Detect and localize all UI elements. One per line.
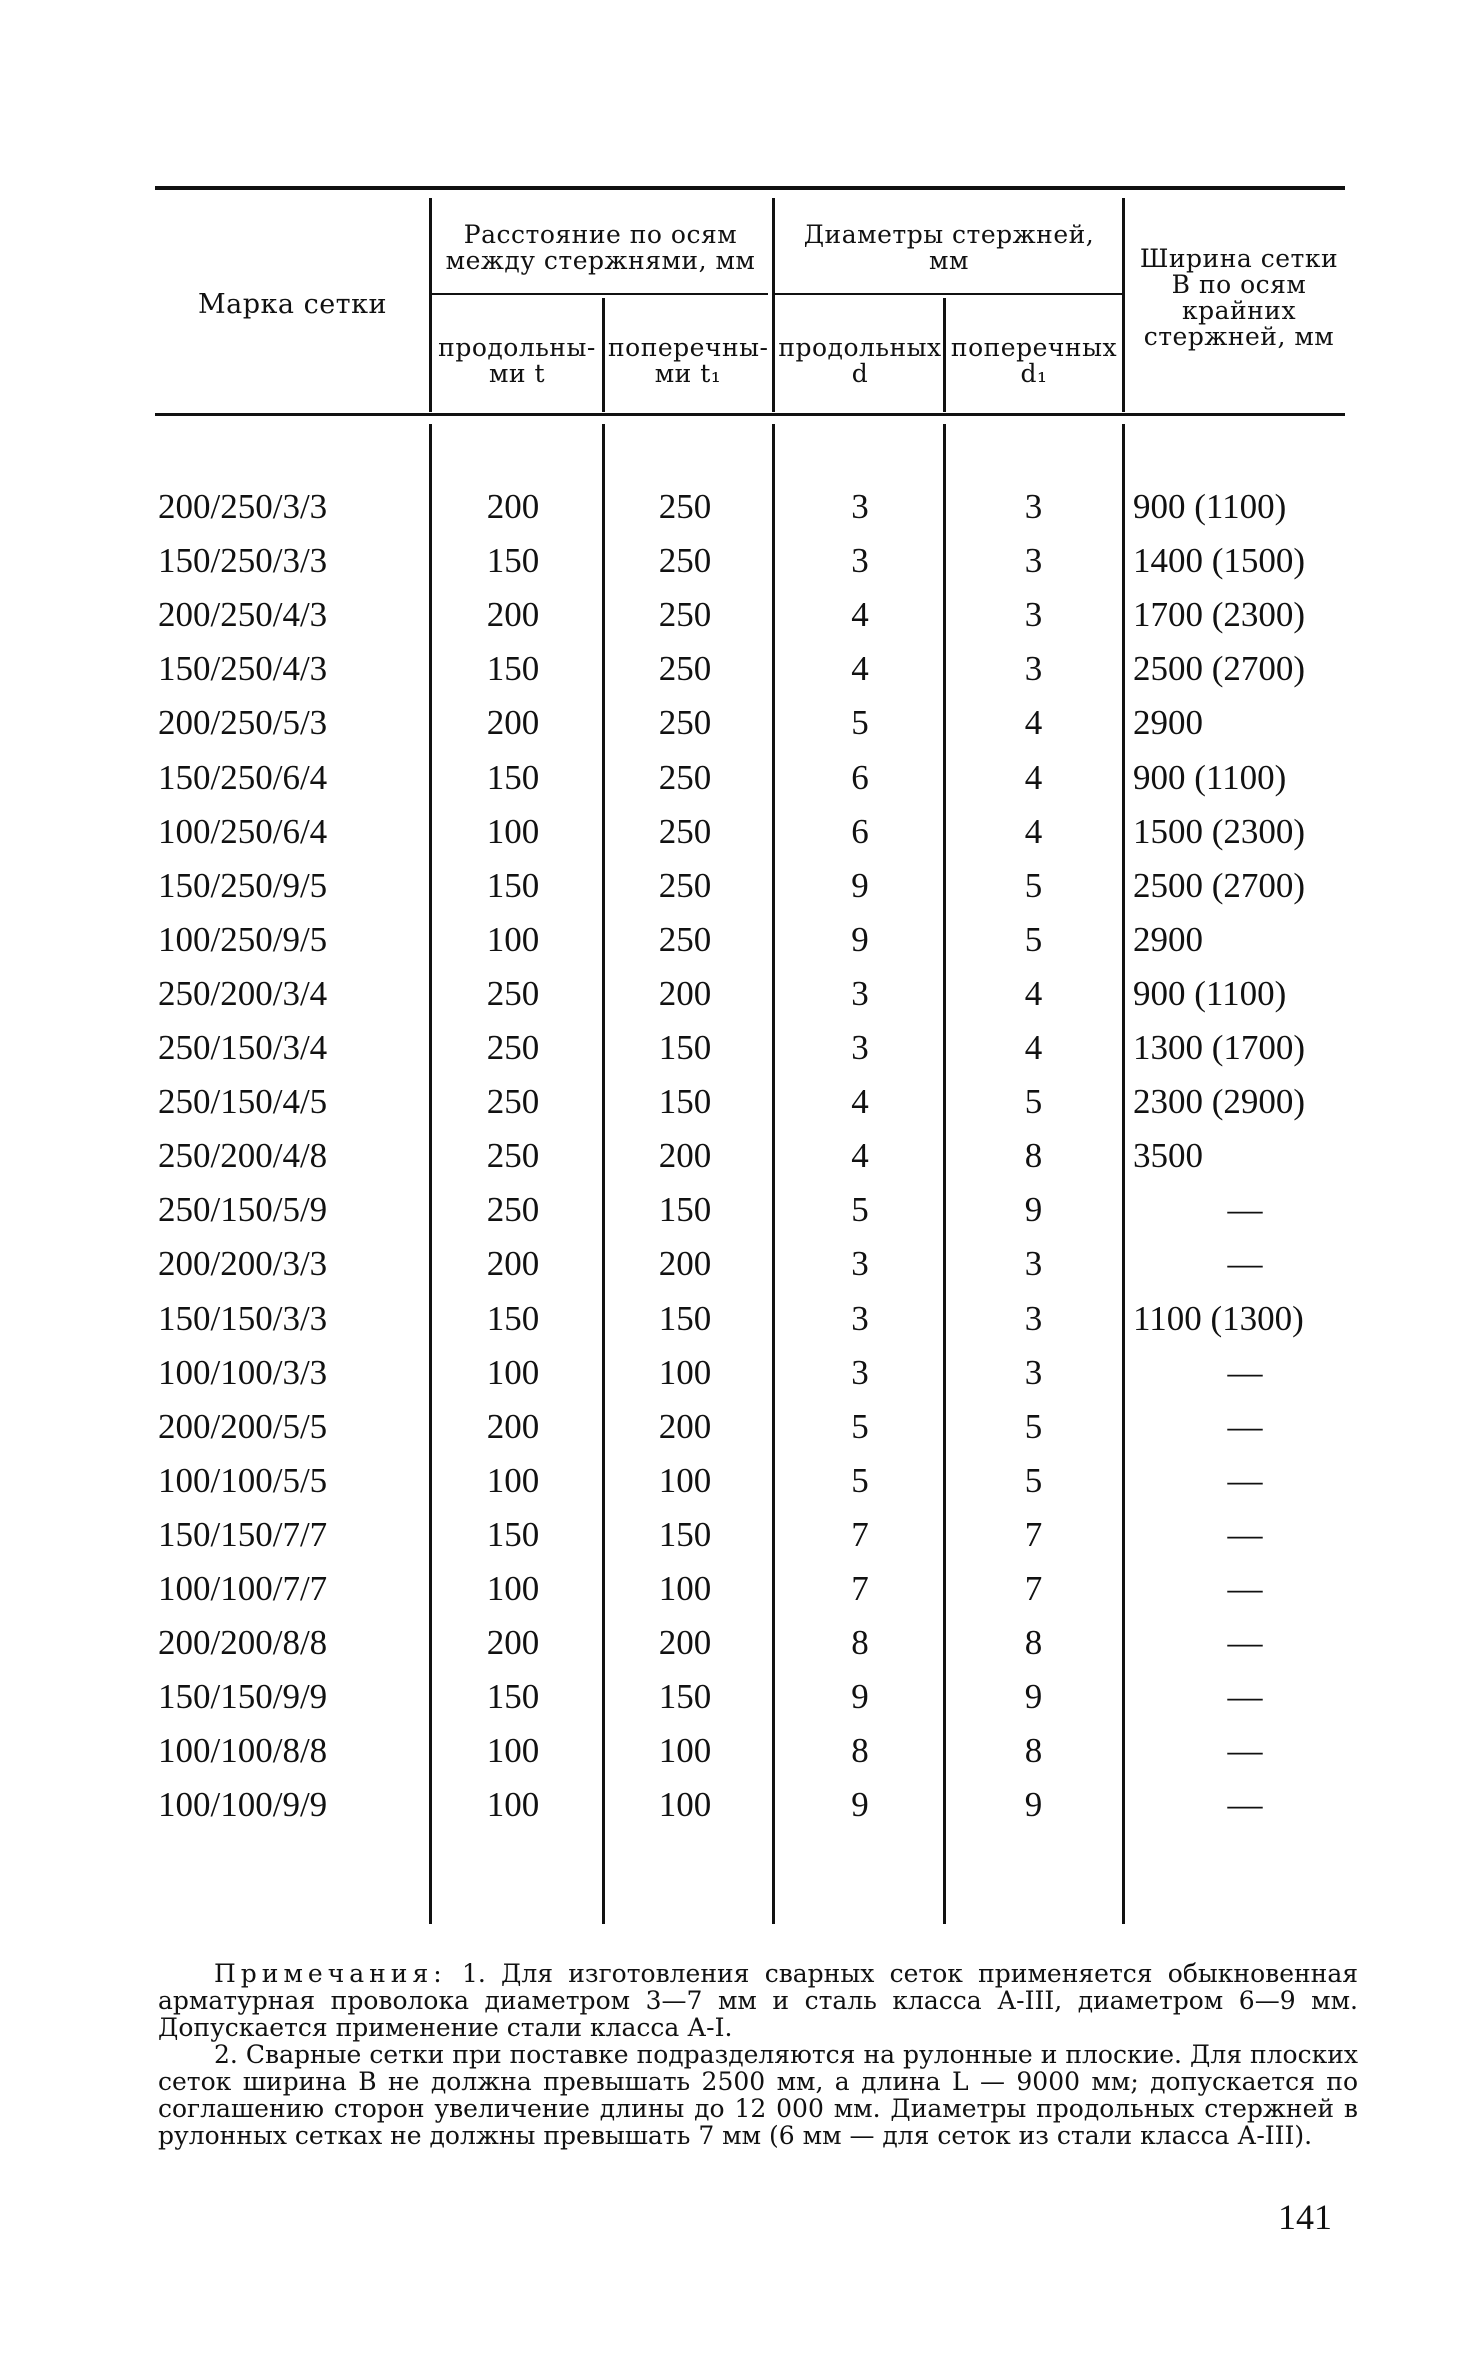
cell-d: 9 — [851, 1785, 869, 1825]
cell-d1: 9 — [1024, 1785, 1043, 1825]
table-row — [0, 1129, 1477, 1183]
cell-t: 150 — [486, 541, 540, 581]
cell-w: — — [1227, 1569, 1263, 1608]
cell-mark: 100/100/5/5 — [158, 1460, 328, 1500]
cell-mark: 150/150/7/7 — [158, 1514, 328, 1554]
cell-t: 200 — [486, 1244, 540, 1284]
header-bottom-rule — [155, 413, 1345, 416]
cell-t: 200 — [486, 1623, 540, 1663]
cell-t: 250 — [486, 1136, 540, 1176]
cell-t: 250 — [486, 973, 540, 1013]
cell-d: 6 — [851, 811, 869, 851]
cell-d1: 3 — [1024, 1352, 1043, 1392]
cell-d: 3 — [851, 973, 869, 1013]
cell-mark: 250/200/4/8 — [158, 1136, 328, 1176]
cell-t1: 250 — [658, 487, 712, 526]
table-row — [0, 1075, 1477, 1129]
cell-d1: 4 — [1024, 811, 1043, 851]
cell-mark: 100/100/9/9 — [158, 1785, 328, 1825]
cell-w: 1400 (1500) — [1133, 541, 1306, 581]
cell-d: 3 — [851, 1298, 869, 1338]
cell-w: 2900 — [1133, 919, 1203, 959]
cell-t1: 200 — [658, 1623, 712, 1663]
cell-d1: 5 — [1024, 865, 1043, 905]
cell-t1: 150 — [658, 1190, 712, 1230]
header-spacing-group: Расстояние по осям между стержнями, мм — [445, 220, 756, 275]
table-row — [0, 1778, 1477, 1832]
cell-d1: 9 — [1024, 1677, 1043, 1717]
table-row — [0, 1616, 1477, 1670]
cell-d1: 4 — [1024, 1028, 1043, 1067]
cell-d1: 3 — [1024, 1298, 1043, 1338]
cell-w: 900 (1100) — [1133, 487, 1287, 526]
cell-d1: 5 — [1024, 1082, 1043, 1122]
cell-w: 1300 (1700) — [1133, 1028, 1306, 1067]
cell-t: 150 — [486, 865, 540, 905]
table-row — [0, 1454, 1477, 1508]
cell-t: 200 — [486, 595, 540, 635]
cell-w: 2500 (2700) — [1133, 865, 1306, 905]
cell-d1: 4 — [1024, 703, 1043, 743]
cell-t: 200 — [486, 1406, 540, 1446]
table-row — [0, 1292, 1477, 1346]
cell-d: 3 — [851, 1028, 869, 1067]
table-row — [0, 751, 1477, 805]
cell-mark: 100/250/6/4 — [158, 811, 328, 851]
table-row — [0, 588, 1477, 642]
cell-t1: 100 — [658, 1785, 712, 1825]
header-width: Ширина сетки B по осям крайних стержней, мм — [1139, 244, 1339, 351]
cell-d: 5 — [851, 1406, 869, 1446]
cell-mark: 200/200/3/3 — [158, 1244, 328, 1284]
table-row — [0, 480, 1477, 534]
cell-mark: 250/150/4/5 — [158, 1082, 328, 1122]
cell-t1: 100 — [658, 1569, 712, 1608]
cell-t: 250 — [486, 1028, 540, 1067]
cell-t1: 150 — [658, 1677, 712, 1717]
table-row — [0, 967, 1477, 1021]
cell-d1: 3 — [1024, 487, 1043, 526]
table-row — [0, 1183, 1477, 1237]
cell-t1: 250 — [658, 865, 712, 905]
cell-d1: 8 — [1024, 1136, 1043, 1176]
cell-d1: 5 — [1024, 1460, 1043, 1500]
cell-w: — — [1227, 1731, 1263, 1771]
note-2 — [158, 2041, 1358, 2149]
cell-mark: 150/250/4/3 — [158, 649, 328, 689]
header-diam-group: Диаметры стержней, мм — [803, 220, 1095, 275]
table-row — [0, 1562, 1477, 1616]
cell-d: 4 — [851, 1082, 869, 1122]
cell-t1: 200 — [658, 1136, 712, 1176]
cell-d1: 3 — [1024, 595, 1043, 635]
cell-t: 100 — [486, 1569, 540, 1608]
cell-mark: 150/250/3/3 — [158, 541, 328, 581]
cell-d1: 4 — [1024, 757, 1043, 797]
cell-mark: 100/100/3/3 — [158, 1352, 328, 1392]
cell-w: — — [1227, 1190, 1263, 1230]
cell-t: 150 — [486, 649, 540, 689]
cell-t: 100 — [486, 811, 540, 851]
cell-mark: 100/100/7/7 — [158, 1569, 328, 1608]
cell-t: 200 — [486, 487, 540, 526]
header-spacing-cross: поперечны-ми t₁ — [608, 333, 769, 388]
cell-w: 3500 — [1133, 1136, 1203, 1176]
cell-mark: 200/200/5/5 — [158, 1406, 328, 1446]
cell-t1: 200 — [658, 1406, 712, 1446]
notes — [158, 1960, 1358, 2149]
cell-t1: 250 — [658, 703, 712, 743]
table-row — [0, 859, 1477, 913]
note-1-text: 1. Для изготовления сварных сеток применяется обыкновенная арматурная проволока диаметром 3—7 мм и сталь класса А-III, диаметром 6—9 мм. Допускается применение стали класса А-I. — [158, 1959, 1359, 2042]
cell-t: 150 — [486, 757, 540, 797]
cell-t1: 100 — [658, 1731, 712, 1771]
table-row — [0, 1400, 1477, 1454]
cell-mark: 200/250/5/3 — [158, 703, 328, 743]
cell-t: 150 — [486, 1677, 540, 1717]
cell-d1: 5 — [1024, 1406, 1043, 1446]
cell-t1: 150 — [658, 1298, 712, 1338]
cell-w: — — [1227, 1677, 1263, 1717]
cell-d1: 9 — [1024, 1190, 1043, 1230]
cell-t1: 250 — [658, 541, 712, 581]
cell-t: 200 — [486, 703, 540, 743]
spacing-subheader-rule — [432, 293, 768, 295]
cell-mark: 150/250/9/5 — [158, 865, 328, 905]
cell-d: 8 — [851, 1623, 869, 1663]
cell-t: 100 — [486, 1731, 540, 1771]
diameter-subheader-rule — [775, 293, 1123, 295]
cell-d: 3 — [851, 1244, 869, 1284]
cell-t: 100 — [486, 1460, 540, 1500]
header-diam-cross: поперечных d₁ — [950, 333, 1118, 388]
cell-d: 9 — [851, 865, 869, 905]
cell-t: 150 — [486, 1298, 540, 1338]
cell-t1: 150 — [658, 1082, 712, 1122]
cell-d1: 4 — [1024, 973, 1043, 1013]
cell-t: 250 — [486, 1082, 540, 1122]
cell-d: 7 — [851, 1514, 869, 1554]
table-row — [0, 1346, 1477, 1400]
cell-t1: 100 — [658, 1460, 712, 1500]
header-diam-long: продольных d — [778, 333, 942, 388]
cell-d1: 3 — [1024, 1244, 1043, 1284]
cell-mark: 150/150/3/3 — [158, 1298, 328, 1338]
cell-mark: 150/150/9/9 — [158, 1677, 328, 1717]
cell-t1: 150 — [658, 1028, 712, 1067]
table-row — [0, 1508, 1477, 1562]
cell-w: 900 (1100) — [1133, 973, 1287, 1013]
cell-d1: 7 — [1024, 1569, 1043, 1608]
cell-t1: 250 — [658, 811, 712, 851]
table-row — [0, 1670, 1477, 1724]
cell-t1: 250 — [658, 757, 712, 797]
cell-d: 4 — [851, 649, 869, 689]
cell-mark: 200/250/4/3 — [158, 595, 328, 635]
cell-d: 9 — [851, 919, 869, 959]
table-row — [0, 696, 1477, 750]
cell-w: — — [1227, 1352, 1263, 1392]
cell-t1: 100 — [658, 1352, 712, 1392]
cell-d: 6 — [851, 757, 869, 797]
cell-w: 2300 (2900) — [1133, 1082, 1306, 1122]
note-2-text: 2. Сварные сетки при поставке подразделяются на рулонные и плоские. Для плоских сеток ширина B не должна превышать 2500 мм, а длина L — 9000 мм; допускается по соглашению сторон увеличение длины до 12 000 мм. Диаметры продольных стержней в рулонных сетках не должны превышать 7 мм (6 мм — для сеток из стали класса А-III). — [158, 2040, 1358, 2150]
cell-d1: 3 — [1024, 649, 1043, 689]
cell-mark: 150/250/6/4 — [158, 757, 328, 797]
header-spacing-long: продольны-ми t — [438, 333, 596, 388]
cell-d: 7 — [851, 1569, 869, 1608]
header-vline-2 — [602, 298, 605, 412]
note-1 — [158, 1960, 1358, 2041]
table-row — [0, 805, 1477, 859]
cell-t: 100 — [486, 1352, 540, 1392]
cell-w: 1100 (1300) — [1133, 1298, 1304, 1338]
cell-d: 3 — [851, 541, 869, 581]
table-row — [0, 1724, 1477, 1778]
page-number: 141 — [1278, 2197, 1332, 2237]
cell-d1: 8 — [1024, 1623, 1043, 1663]
cell-d: 4 — [851, 1136, 869, 1176]
cell-mark: 250/200/3/4 — [158, 973, 328, 1013]
cell-w: — — [1227, 1406, 1263, 1446]
cell-d1: 3 — [1024, 541, 1043, 581]
table-row — [0, 642, 1477, 696]
cell-t1: 200 — [658, 973, 712, 1013]
cell-d: 3 — [851, 487, 869, 526]
cell-w: 900 (1100) — [1133, 757, 1287, 797]
cell-mark: 250/150/3/4 — [158, 1028, 328, 1067]
header-vline-1 — [429, 198, 432, 412]
cell-d1: 7 — [1024, 1514, 1043, 1554]
cell-w: — — [1227, 1623, 1263, 1663]
cell-w: — — [1227, 1514, 1263, 1554]
cell-mark: 100/250/9/5 — [158, 919, 328, 959]
cell-t1: 250 — [658, 595, 712, 635]
table-row — [0, 1237, 1477, 1291]
cell-d: 4 — [851, 595, 869, 635]
cell-w: — — [1227, 1785, 1263, 1825]
table-row — [0, 534, 1477, 588]
cell-d: 8 — [851, 1731, 869, 1771]
cell-mark: 200/250/3/3 — [158, 487, 328, 526]
table-row — [0, 1021, 1477, 1075]
cell-t: 250 — [486, 1190, 540, 1230]
cell-t: 100 — [486, 919, 540, 959]
cell-mark: 200/200/8/8 — [158, 1623, 328, 1663]
cell-d1: 5 — [1024, 919, 1043, 959]
cell-mark: 100/100/8/8 — [158, 1731, 328, 1771]
cell-t1: 150 — [658, 1514, 712, 1554]
cell-d: 3 — [851, 1352, 869, 1392]
cell-d1: 8 — [1024, 1731, 1043, 1771]
cell-w: — — [1227, 1244, 1263, 1284]
cell-t1: 250 — [658, 649, 712, 689]
cell-d: 5 — [851, 703, 869, 743]
cell-t1: 200 — [658, 1244, 712, 1284]
cell-w: — — [1227, 1460, 1263, 1500]
cell-d: 9 — [851, 1677, 869, 1717]
cell-t: 150 — [486, 1514, 540, 1554]
notes-heading: Примечания: — [214, 1959, 447, 1988]
cell-d: 5 — [851, 1460, 869, 1500]
header-mark: Марка сетки — [198, 289, 387, 320]
cell-d: 5 — [851, 1190, 869, 1230]
header-vline-5 — [1122, 198, 1125, 412]
cell-w: 2500 (2700) — [1133, 649, 1306, 689]
cell-mark: 250/150/5/9 — [158, 1190, 328, 1230]
cell-w: 2900 — [1133, 703, 1203, 743]
cell-w: 1500 (2300) — [1133, 811, 1306, 851]
cell-t: 100 — [486, 1785, 540, 1825]
cell-t1: 250 — [658, 919, 712, 959]
table-row — [0, 913, 1477, 967]
cell-w: 1700 (2300) — [1133, 595, 1306, 635]
table-top-rule — [155, 186, 1345, 190]
